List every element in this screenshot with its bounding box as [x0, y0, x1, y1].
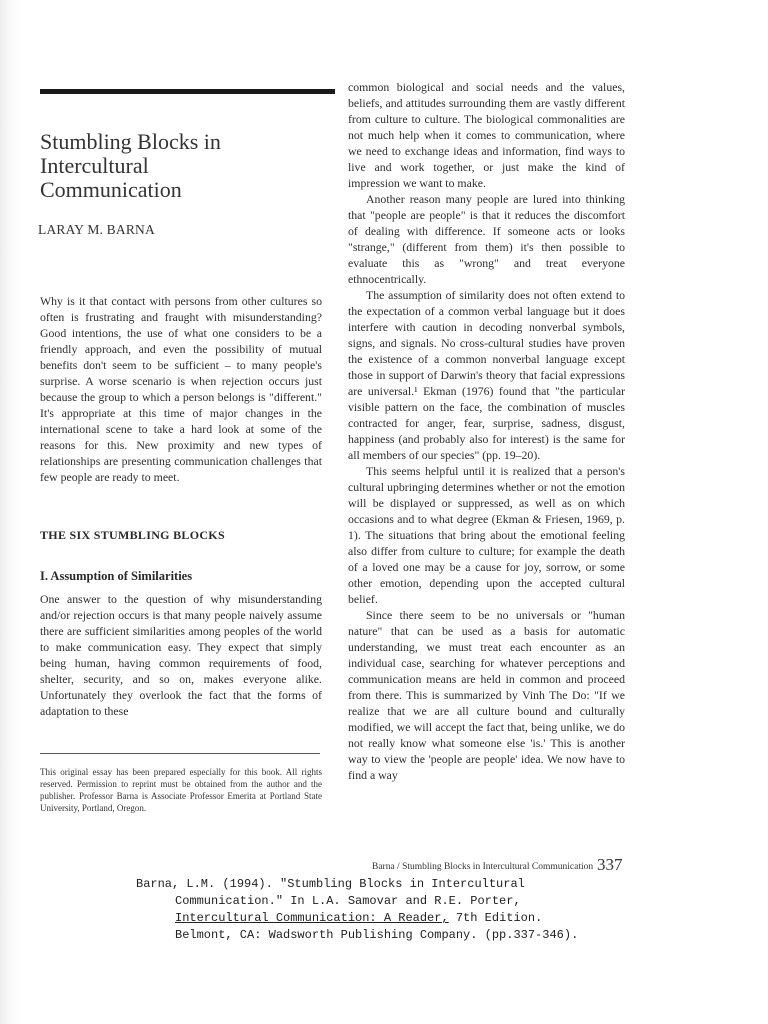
footnote-rule: [40, 753, 320, 754]
section-heading: THE SIX STUMBLING BLOCKS: [40, 528, 225, 542]
subsection-heading: I. Assumption of Similarities: [40, 569, 193, 583]
intro-text: Why is it that contact with persons from other cultures so often is frustrating and fraught with misunderstanding? Good intentions, the use of what one considers to be a friendly approach, and even the possibility of mutual benefits don't seem to be sufficient – to many people's surprise. A worse scenario is when rejection occurs just because the group to which a person belongs is "different." It's appropriate at this time of major changes in the international scene to take a hard look at some of the reasons for this. New proximity and new types of relationships are presenting communication challenges that few people are ready to meet.: [40, 294, 322, 484]
citation-edition: 7th Edition.: [448, 911, 543, 925]
right-paragraph-3: The assumption of similarity does not often extend to the expectation of a common verbal language but it does interfere with caution in decoding nonverbal symbols, signs, and signals. No cross-cultural studies have proven the existence of a common nonverbal language except those in support of Darwin's theory that facial expressions are universal.¹ Ekman (1976) found that "the particular visible pattern on the face, the combination of muscles contracted for anger, fear, surprise, sadness, disgust, happiness (and probably also for interest) is the same for all members of our species" (pp. 19–20).: [348, 288, 625, 462]
left-body-paragraph: [40, 591, 322, 719]
article-title: Stumbling Blocks in Intercultural Communication: [40, 129, 221, 202]
intro-paragraph: [40, 293, 322, 485]
right-paragraph-5: Since there seem to be no universals or "human nature" that can be used as a basis for automatic understanding, we must treat each encounter as an individual case, searching for whatever perceptions and communication means are held in common and proceed from there. This is summarized by Vinh The Do: "If we realize that we are all culture bound and culturally modified, we will accept the fact that, being unlike, we do not really know what someone else 'is.' This is another way to view the 'people are people' idea. We now have to find a way: [348, 608, 625, 782]
right-paragraph-2: Another reason many people are lured into thinking that "people are people" is that it reduces the discomfort of dealing with difference. If someone acts or looks "strange," (different from them) it's then possible to evaluate this as "wrong" and treat everyone ethnocentrically.: [348, 192, 625, 286]
left-body-text: One answer to the question of why misunderstanding and/or rejection occurs is that many people naively assume there are sufficient similarities among peoples of the world to make communication easy. They expect that simply being human, having common requirements of food, shelter, security, and so on, makes everyone alike. Unfortunately they overlook the fact that the forms of adaptation to these: [40, 592, 322, 718]
citation-line-4: Belmont, CA: Wadsworth Publishing Company. (pp.337-346).: [175, 928, 579, 942]
title-rule: [40, 89, 335, 94]
citation-line-3: [136, 910, 578, 927]
running-head: Barna / Stumbling Blocks in Intercultural Communication: [372, 862, 594, 872]
citation-block: [136, 876, 578, 944]
right-paragraph-1: common biological and social needs and the values, beliefs, and attitudes surrounding them are vastly different from culture to culture. The biological commonalities are not much help when it comes to communication, where we need to exchange ideas and information, find ways to live and work together, or just make the kind of impression we want to make.: [348, 80, 625, 190]
author-name: LARAY M. BARNA: [38, 222, 155, 237]
citation-book-title: Intercultural Communication: A Reader,: [175, 911, 449, 925]
footnote: This original essay has been prepared especially for this book. All rights reserved. Permission to reprint must be obtained from the author and the publisher. Professor Barna is Associate Professor Emerita at Portland State University, Portland, Oregon.: [40, 767, 322, 813]
right-paragraph-4: This seems helpful until it is realized that a person's cultural upbringing determines whether or not the emotion will be displayed or suppressed, as well as on which occasions and to what degree (Ekman & Friesen, 1969, p. 1). The situations that bring about the emotional feeling also differ from culture to culture; for example the death of a loved one may be a cause for joy, sorrow, or some other emotion, depending upon the accepted cultural belief.: [348, 464, 625, 606]
citation-line-1: Barna, L.M. (1994). "Stumbling Blocks in Intercultural: [136, 877, 525, 891]
right-column: [348, 79, 625, 783]
scan-edge: [0, 0, 22, 1024]
page-number: 337: [597, 855, 623, 874]
citation-line-2: Communication." In L.A. Samovar and R.E. Porter,: [175, 894, 521, 908]
